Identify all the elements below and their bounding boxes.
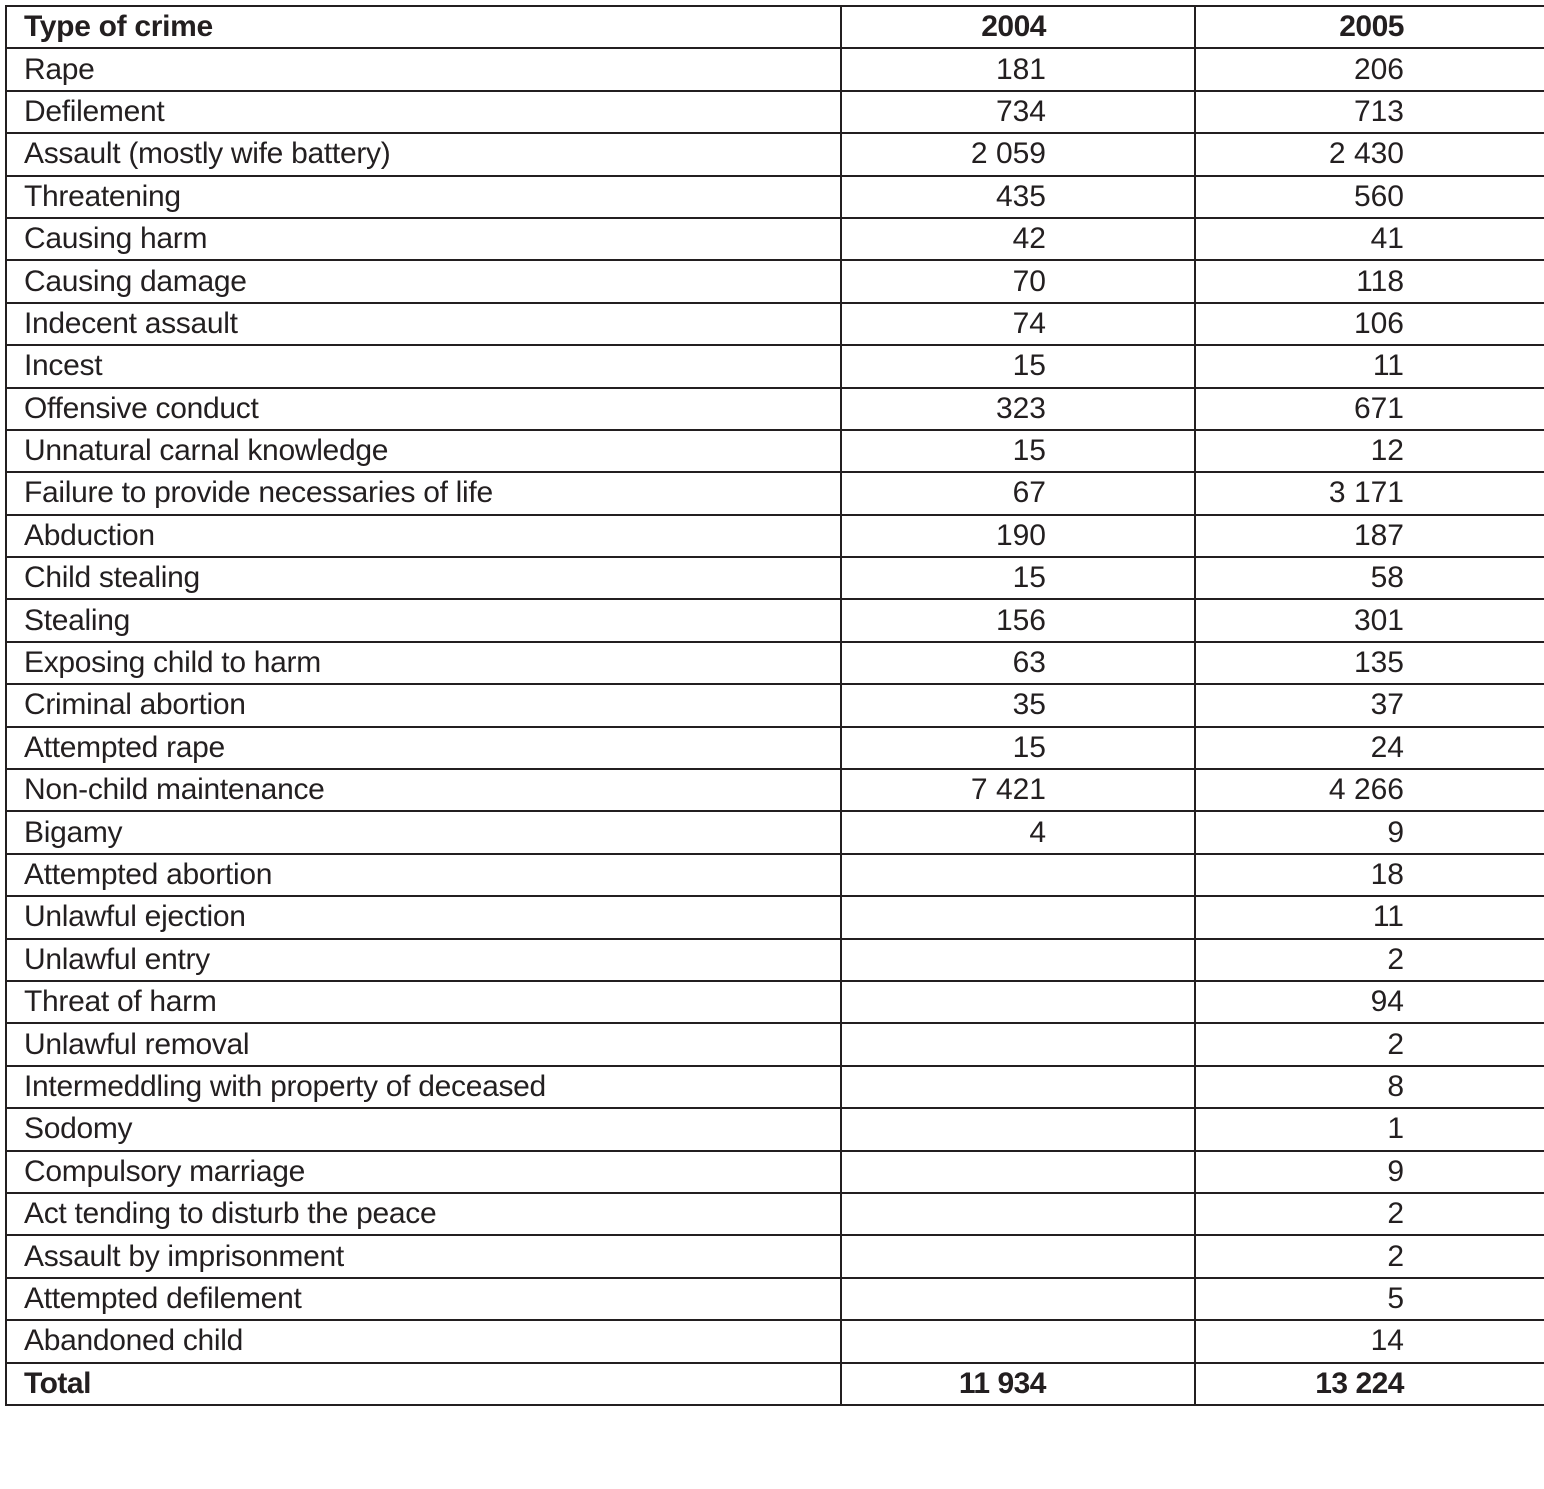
value-2005-cell: 2 (1195, 1193, 1544, 1235)
table-row (6, 1066, 1544, 1108)
table-row (6, 260, 1544, 302)
value-2004-cell: 734 (841, 91, 1195, 133)
value-2005-cell: 4 266 (1195, 769, 1544, 811)
value-2005-cell: 2 430 (1195, 133, 1544, 175)
table-row (6, 1023, 1544, 1065)
total-row (6, 1363, 1544, 1405)
crime-type-cell: Intermeddling with property of deceased (6, 1066, 841, 1108)
table-row (6, 684, 1544, 726)
value-2005-cell: 671 (1195, 388, 1544, 430)
crime-type-cell: Assault by imprisonment (6, 1235, 841, 1277)
value-2005-cell: 9 (1195, 811, 1544, 853)
value-2004-cell (841, 939, 1195, 981)
crime-type-cell: Exposing child to harm (6, 642, 841, 684)
table-row (6, 133, 1544, 175)
crime-type-cell: Unlawful removal (6, 1023, 841, 1065)
table-row (6, 981, 1544, 1023)
crime-type-cell: Attempted rape (6, 727, 841, 769)
value-2004-cell: 70 (841, 260, 1195, 302)
crime-type-cell: Offensive conduct (6, 388, 841, 430)
value-2005-cell: 11 (1195, 345, 1544, 387)
value-2004-cell (841, 1320, 1195, 1362)
crime-type-cell: Incest (6, 345, 841, 387)
value-2004-cell: 63 (841, 642, 1195, 684)
table-row (6, 303, 1544, 345)
value-2005-cell: 94 (1195, 981, 1544, 1023)
crime-type-cell: Attempted abortion (6, 854, 841, 896)
value-2005-cell: 2 (1195, 1235, 1544, 1277)
crime-type-cell: Defilement (6, 91, 841, 133)
crime-type-cell: Criminal abortion (6, 684, 841, 726)
crime-type-cell: Unlawful entry (6, 939, 841, 981)
crime-type-cell: Causing harm (6, 218, 841, 260)
column-header-type-of-crime: Type of crime (6, 6, 841, 48)
value-2004-cell: 74 (841, 303, 1195, 345)
value-2005-cell: 118 (1195, 260, 1544, 302)
crime-type-cell: Assault (mostly wife battery) (6, 133, 841, 175)
table-row (6, 557, 1544, 599)
value-2005-cell: 58 (1195, 557, 1544, 599)
table-row (6, 727, 1544, 769)
total-2004-cell: 11 934 (841, 1363, 1195, 1405)
table-row (6, 48, 1544, 90)
crime-type-cell: Threatening (6, 176, 841, 218)
table-row (6, 1278, 1544, 1320)
value-2005-cell: 187 (1195, 515, 1544, 557)
value-2005-cell: 18 (1195, 854, 1544, 896)
value-2004-cell: 156 (841, 599, 1195, 641)
crime-type-cell: Compulsory marriage (6, 1151, 841, 1193)
value-2004-cell (841, 854, 1195, 896)
crime-type-cell: Abandoned child (6, 1320, 841, 1362)
value-2004-cell: 15 (841, 727, 1195, 769)
total-label: Total (6, 1363, 841, 1405)
crime-statistics-table (5, 5, 1544, 1406)
table-row (6, 345, 1544, 387)
value-2004-cell: 15 (841, 430, 1195, 472)
value-2005-cell: 41 (1195, 218, 1544, 260)
crime-type-cell: Sodomy (6, 1108, 841, 1150)
value-2005-cell: 560 (1195, 176, 1544, 218)
table-row (6, 472, 1544, 514)
crime-type-cell: Act tending to disturb the peace (6, 1193, 841, 1235)
value-2004-cell: 181 (841, 48, 1195, 90)
table-row (6, 939, 1544, 981)
crime-type-cell: Unnatural carnal knowledge (6, 430, 841, 472)
value-2004-cell: 15 (841, 345, 1195, 387)
total-2005-cell: 13 224 (1195, 1363, 1544, 1405)
value-2004-cell (841, 1278, 1195, 1320)
value-2005-cell: 2 (1195, 1023, 1544, 1065)
crime-type-cell: Indecent assault (6, 303, 841, 345)
value-2005-cell: 3 171 (1195, 472, 1544, 514)
table-row (6, 599, 1544, 641)
table-row (6, 1193, 1544, 1235)
crime-type-cell: Bigamy (6, 811, 841, 853)
crime-type-cell: Causing damage (6, 260, 841, 302)
crime-type-cell: Abduction (6, 515, 841, 557)
value-2004-cell: 67 (841, 472, 1195, 514)
table-row (6, 388, 1544, 430)
value-2005-cell: 2 (1195, 939, 1544, 981)
value-2005-cell: 206 (1195, 48, 1544, 90)
table-row (6, 811, 1544, 853)
value-2005-cell: 8 (1195, 1066, 1544, 1108)
value-2004-cell: 190 (841, 515, 1195, 557)
value-2004-cell: 7 421 (841, 769, 1195, 811)
table-row (6, 430, 1544, 472)
table-row (6, 1151, 1544, 1193)
crime-type-cell: Failure to provide necessaries of life (6, 472, 841, 514)
value-2004-cell: 323 (841, 388, 1195, 430)
crime-type-cell: Threat of harm (6, 981, 841, 1023)
table-row (6, 1235, 1544, 1277)
crime-type-cell: Attempted defilement (6, 1278, 841, 1320)
crime-type-cell: Stealing (6, 599, 841, 641)
value-2004-cell: 35 (841, 684, 1195, 726)
column-header-2004: 2004 (841, 6, 1195, 48)
crime-type-cell: Rape (6, 48, 841, 90)
column-header-2005: 2005 (1195, 6, 1544, 48)
value-2005-cell: 135 (1195, 642, 1544, 684)
value-2004-cell (841, 896, 1195, 938)
table-row (6, 218, 1544, 260)
value-2004-cell (841, 981, 1195, 1023)
table-header-row (6, 6, 1544, 48)
crime-statistics-table-container (5, 5, 1544, 1406)
value-2004-cell (841, 1151, 1195, 1193)
value-2004-cell (841, 1066, 1195, 1108)
value-2004-cell (841, 1193, 1195, 1235)
value-2004-cell: 435 (841, 176, 1195, 218)
value-2005-cell: 12 (1195, 430, 1544, 472)
table-body (6, 48, 1544, 1405)
value-2005-cell: 713 (1195, 91, 1544, 133)
crime-type-cell: Non-child maintenance (6, 769, 841, 811)
table-row (6, 515, 1544, 557)
value-2005-cell: 5 (1195, 1278, 1544, 1320)
value-2004-cell (841, 1235, 1195, 1277)
value-2005-cell: 24 (1195, 727, 1544, 769)
table-row (6, 91, 1544, 133)
value-2005-cell: 106 (1195, 303, 1544, 345)
table-row (6, 1108, 1544, 1150)
value-2004-cell (841, 1108, 1195, 1150)
value-2005-cell: 301 (1195, 599, 1544, 641)
table-row (6, 176, 1544, 218)
table-row (6, 642, 1544, 684)
value-2005-cell: 14 (1195, 1320, 1544, 1362)
value-2005-cell: 9 (1195, 1151, 1544, 1193)
value-2004-cell: 42 (841, 218, 1195, 260)
value-2004-cell: 15 (841, 557, 1195, 599)
table-row (6, 854, 1544, 896)
value-2004-cell: 2 059 (841, 133, 1195, 175)
crime-type-cell: Unlawful ejection (6, 896, 841, 938)
table-row (6, 1320, 1544, 1362)
value-2004-cell: 4 (841, 811, 1195, 853)
crime-type-cell: Child stealing (6, 557, 841, 599)
table-row (6, 896, 1544, 938)
table-row (6, 769, 1544, 811)
value-2005-cell: 37 (1195, 684, 1544, 726)
value-2005-cell: 1 (1195, 1108, 1544, 1150)
value-2004-cell (841, 1023, 1195, 1065)
value-2005-cell: 11 (1195, 896, 1544, 938)
